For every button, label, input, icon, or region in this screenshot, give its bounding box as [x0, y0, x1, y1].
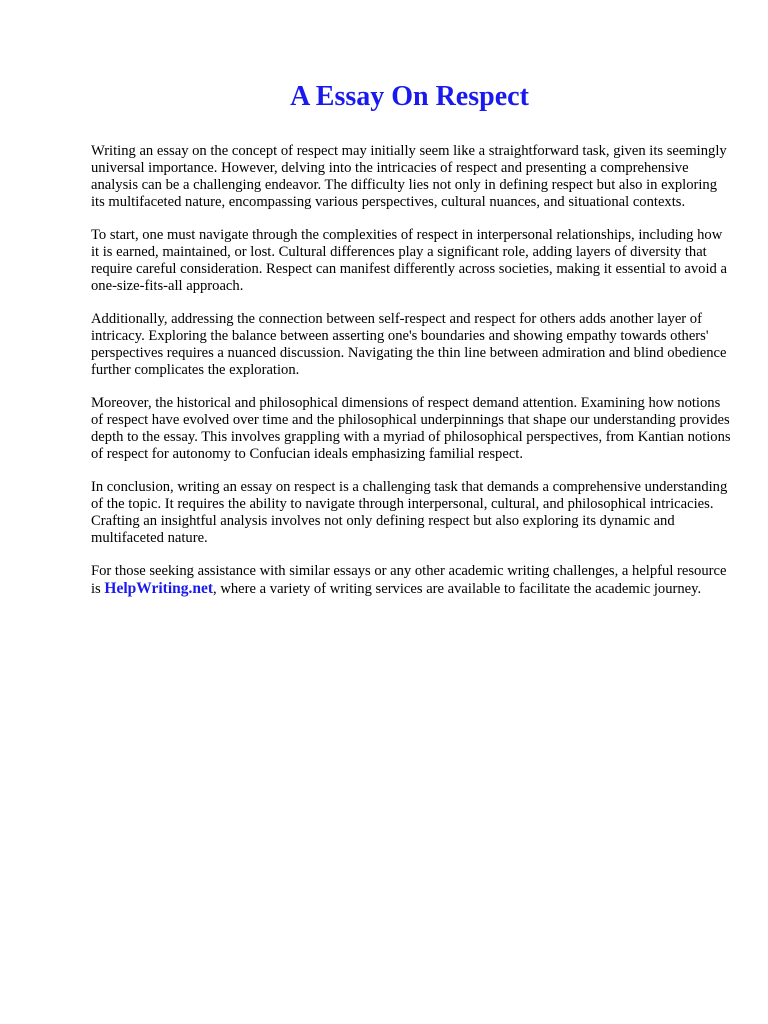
page-title: A Essay On Respect [290, 81, 529, 112]
paragraph-2: To start, one must navigate through the complexities of respect in interpersonal relationships, including how it is earned, maintained, or lost. Cultural differences play a significant role, adding layers of diversity that require careful consideration. Respect can manifest differently across societies, making it essential to avoid a one-size-fits-all approach. [91, 227, 727, 294]
paragraph-5: In conclusion, writing an essay on respect is a challenging task that demands a comprehensive understanding of the topic. It requires the ability to navigate through interpersonal, cultural, and philosophical intricacies. Crafting an insightful analysis involves not only defining respect but also exploring its dynamic and multifaceted nature. [91, 479, 728, 546]
paragraph-6-before-link: For those seeking assistance with similar essays or any other academic writing challenges, a helpful resource is [91, 563, 727, 597]
paragraph-6-after-link: , where a variety of writing services are available to facilitate the academic journey. [213, 581, 702, 597]
helpwriting-link[interactable]: HelpWriting.net [104, 580, 214, 597]
paragraph-1: Writing an essay on the concept of respect may initially seem like a straightforward task, given its seemingly universal importance. However, delving into the intricacies of respect and presenting a comprehensive analysis can be a challenging endeavor. The difficulty lies not only in defining respect but also in exploring its multifaceted nature, encompassing various perspectives, cultural nuances, and situational contexts. [91, 143, 727, 210]
paragraph-3: Additionally, addressing the connection between self-respect and respect for others adds another layer of intricacy. Exploring the balance between asserting one's boundaries and showing empathy towards others' perspectives requires a nuanced discussion. Navigating the thin line between admiration and blind obedience further complicates the exploration. [91, 311, 727, 378]
paragraph-6 [91, 563, 731, 598]
paragraph-4: Moreover, the historical and philosophical dimensions of respect demand attention. Examining how notions of respect have evolved over time and the philosophical underpinnings that shape our understanding provides depth to the essay. This involves grappling with a myriad of philosophical perspectives, from Kantian notions of respect for autonomy to Confucian ideals emphasizing familial respect. [91, 395, 731, 462]
